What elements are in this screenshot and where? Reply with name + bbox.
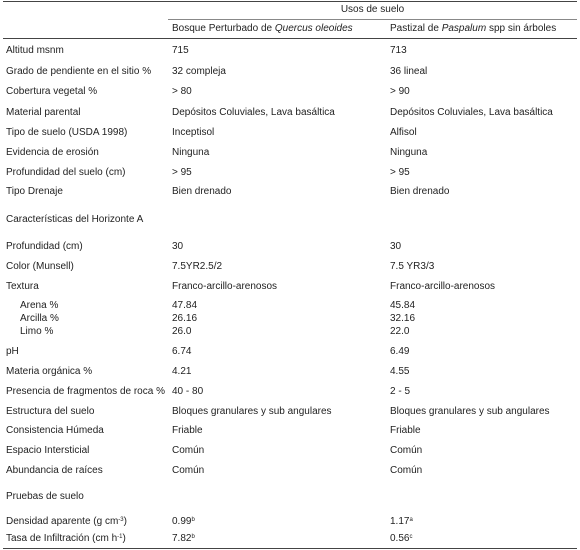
cell-drenaje-bosque: Bien drenado [172,186,232,197]
cell-profundidad-bosque: 30 [172,241,184,252]
cell-estructura-bosque: Bloques granulares y sub angulares [172,406,332,417]
header-col-pastizal [390,23,556,35]
cell-arcilla-bosque: 26.16 [172,313,198,324]
row-label-raices: Abundancia de raíces [6,465,103,476]
cell-cobertura-pastizal: > 90 [390,86,410,97]
group-rule [168,19,577,20]
cell-textura-pastizal: Franco-arcillo-arenosos [390,281,496,292]
row-label-densidad [6,516,127,528]
row-label-cobertura: Cobertura vegetal % [6,86,98,97]
header-group: Usos de suelo [340,4,405,15]
infiltracion-bosque-letter: b [191,534,195,540]
densidad-label-close: ) [123,516,127,527]
cell-pendiente-bosque: 32 compleja [172,66,226,77]
densidad-label-text: Densidad aparente (g cm [6,516,119,527]
cell-arena-pastizal: 45.84 [390,300,416,311]
cell-fragmentos-bosque: 40 - 80 [172,386,204,397]
row-label-espacio: Espacio Intersticial [6,445,90,456]
row-label-materia-organica: Materia orgánica % [6,366,93,377]
top-rule [3,1,577,2]
cell-color-pastizal: 7.5 YR3/3 [390,261,435,272]
row-label-textura: Textura [6,281,39,292]
cell-tipo-suelo-bosque: Inceptisol [172,127,215,138]
header-col-bosque [172,23,353,35]
cell-tipo-suelo-pastizal: Alfisol [390,127,417,138]
cell-densidad-pastizal [390,516,413,528]
row-label-estructura: Estructura del suelo [6,406,95,417]
cell-drenaje-pastizal: Bien drenado [390,186,450,197]
bottom-rule [3,548,577,549]
cell-raices-bosque: Común [172,465,205,476]
cell-material-pastizal: Depósitos Coluviales, Lava basáltica [390,107,553,118]
row-label-profundidad-suelo: Profundidad del suelo (cm) [6,167,126,178]
row-label-material: Material parental [6,107,81,118]
row-label-profundidad: Profundidad (cm) [6,241,83,252]
densidad-pastizal-letter: a [409,517,413,523]
row-label-arena: Arena % [20,300,59,311]
densidad-bosque-value: 0.99 [172,516,192,527]
cell-color-bosque: 7.5YR2.5/2 [172,261,223,272]
row-label-infiltracion [6,533,126,545]
header-rule [3,38,577,39]
cell-raices-pastizal: Común [390,465,423,476]
cell-cobertura-bosque: > 80 [172,86,192,97]
cell-profundidad-suelo-bosque: > 95 [172,167,192,178]
cell-espacio-pastizal: Común [390,445,423,456]
infiltracion-pastizal-value: 0.56 [390,533,410,544]
row-label-drenaje: Tipo Drenaje [6,186,63,197]
cell-altitud-pastizal: 713 [390,45,407,56]
cell-materia-organica-pastizal: 4.55 [390,366,410,377]
row-label-color: Color (Munsell) [6,261,74,272]
cell-erosion-bosque: Ninguna [172,147,210,158]
row-label-arcilla: Arcilla % [20,313,59,324]
densidad-label-exponent: -3 [118,517,124,523]
header-col-pastizal-species: Paspalum [441,23,487,34]
cell-altitud-bosque: 715 [172,45,189,56]
row-label-limo: Limo % [20,326,54,337]
infiltracion-label-close: ) [122,533,126,544]
header-col-bosque-text: Bosque Perturbado de [172,23,275,34]
cell-densidad-bosque [172,516,195,528]
row-label-tipo-suelo: Tipo de suelo (USDA 1998) [6,127,128,138]
cell-estructura-pastizal: Bloques granulares y sub angulares [390,406,550,417]
row-label-erosion: Evidencia de erosión [6,147,99,158]
cell-espacio-bosque: Común [172,445,205,456]
cell-material-bosque: Depósitos Coluviales, Lava basáltica [172,107,335,118]
section-horizonte-a: Características del Horizonte A [6,214,144,225]
cell-profundidad-suelo-pastizal: > 95 [390,167,410,178]
row-label-fragmentos: Presencia de fragmentos de roca % [6,386,165,397]
cell-profundidad-pastizal: 30 [390,241,402,252]
cell-arcilla-pastizal: 32.16 [390,313,416,324]
row-label-consistencia: Consistencia Húmeda [6,425,104,436]
infiltracion-pastizal-letter: c [409,534,413,540]
cell-limo-pastizal: 22.0 [390,326,410,337]
header-col-pastizal-suffix: spp sin árboles [486,23,557,34]
cell-ph-bosque: 6.74 [172,346,192,357]
cell-limo-bosque: 26.0 [172,326,192,337]
densidad-pastizal-value: 1.17 [390,516,410,527]
header-col-pastizal-text: Pastizal de [390,23,442,34]
cell-consistencia-bosque: Friable [172,425,203,436]
cell-textura-bosque: Franco-arcillo-arenosos [172,281,278,292]
row-label-ph: pH [6,346,19,357]
infiltracion-label-text: Tasa de Infiltración (cm h [6,533,118,544]
cell-erosion-pastizal: Ninguna [390,147,428,158]
densidad-bosque-letter: b [191,517,195,523]
cell-arena-bosque: 47.84 [172,300,198,311]
cell-consistencia-pastizal: Friable [390,425,421,436]
cell-fragmentos-pastizal: 2 - 5 [390,386,411,397]
header-col-bosque-species: Quercus oleoides [274,23,353,34]
infiltracion-label-exponent: -1 [117,534,123,540]
cell-materia-organica-bosque: 4.21 [172,366,192,377]
infiltracion-bosque-value: 7.82 [172,533,192,544]
cell-pendiente-pastizal: 36 lineal [390,66,428,77]
row-label-altitud: Altitud msnm [6,45,64,56]
section-pruebas: Pruebas de suelo [6,491,84,502]
row-label-pendiente: Grado de pendiente en el sitio % [6,66,152,77]
cell-ph-pastizal: 6.49 [390,346,410,357]
cell-infiltracion-bosque [172,533,195,545]
cell-infiltracion-pastizal [390,533,412,545]
